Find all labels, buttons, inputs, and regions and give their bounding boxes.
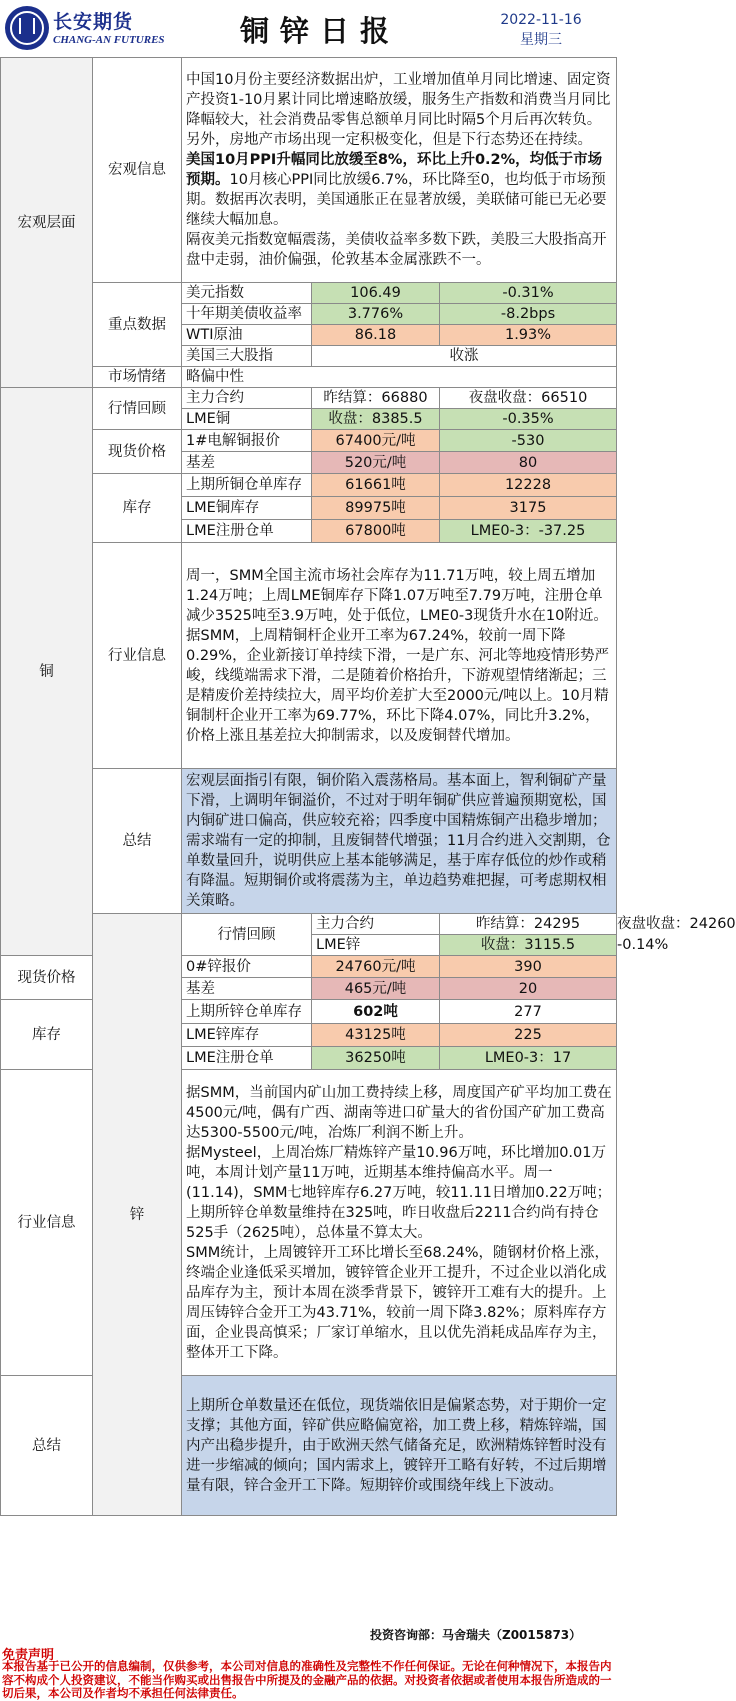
zinc-lme-spread: LME0-3：17	[440, 1047, 617, 1070]
copper-settle: 昨结算：66880	[312, 388, 440, 409]
copper-summary-row	[1, 769, 617, 914]
copper-shfe-stock-change: 12228	[440, 474, 617, 497]
copper-shfe-stock-row	[1, 474, 617, 497]
copper-industry-paragraph-2: 据SMM，上周精铜杆企业开工率为67.24%，较前一周下降0.29%，企业新接订单持续下滑，一是广东、河北等地疫情形势严峻，线缆端需求下滑，二是随着价格抬升，下游观望情绪渐起；三是精废价差持续拉大，周平均价差扩大至2000元/吨以上。10月精铜制杆企业开工率为69.77%，环比下降4.07%，同比升3.2%，价格上涨且基差拉大抑制需求，以及废铜替代增加。	[186, 627, 610, 744]
copper-spot-name: 1#电解铜报价	[182, 430, 312, 452]
key-data-row	[1, 283, 617, 304]
copper-market-row	[1, 388, 617, 409]
key-data-change: -8.2bps	[440, 304, 617, 325]
zinc-shfe-stock: 602吨	[312, 1000, 440, 1024]
copper-industry-paragraph-1: 周一，SMM全国主流市场社会库存为11.71万吨，较上周五增加1.24万吨；上周LME铜库存下降1.07万吨至7.79万吨，注册仓单减少3525吨至3.9万吨，处于低位，LME0-3现货升水在10附近。	[186, 567, 608, 624]
report-table	[0, 57, 736, 1516]
zinc-settle: 昨结算：24295	[440, 914, 617, 935]
contact-line: 投资咨询部：马舍瑞夫（Z0015873）	[370, 1628, 582, 1642]
zinc-basis-value: 465元/吨	[312, 978, 440, 1000]
report-date-block	[466, 10, 616, 50]
key-data-label: 重点数据	[93, 283, 182, 367]
section-zinc: 锌	[93, 914, 182, 1516]
report-header	[0, 0, 616, 57]
key-data-name: 十年期美债收益率	[182, 304, 312, 325]
copper-lme-stock-change: 3175	[440, 497, 617, 520]
zinc-industry-label: 行业信息	[1, 1070, 93, 1376]
macro-ppi-detail: 10月核心PPI同比放缓6.7%，环比降至0，也均低于市场预期。数据再次表明，美国通胀正在显著放缓，美联储可能已无必要继续大幅加息。	[186, 172, 607, 228]
report-weekday: 星期三	[520, 32, 562, 48]
copper-spot-row	[1, 430, 617, 452]
zinc-lme-stock-change: 225	[440, 1024, 617, 1047]
key-data-name: 美元指数	[182, 283, 312, 304]
key-data-value: 收涨	[312, 346, 617, 367]
key-data-value: 3.776%	[312, 304, 440, 325]
macro-ppi-highlight: 美国10月PPI升幅同比放缓至8%，环比上升0.2%，均低于市场预期。	[186, 152, 603, 188]
copper-basis-name: 基差	[182, 452, 312, 474]
zinc-summary-text: 上期所仓单数量还在低位，现货端依旧是偏紧态势，对于期价一定支撑；其他方面，锌矿供应略偏宽裕，加工费上移，精炼锌端，国内产出稳步提升，由于欧洲天然气储备充足，欧洲精炼锌暂时没有进一步缩减的倾向；国内需求上，镀锌开工略有好转，不过后期增量有限，锌合金开工下降。短期锌价或围绕年线上下波动。	[182, 1376, 617, 1516]
macro-paragraph-1: 中国10月份主要经济数据出炉，工业增加值单月同比增速、固定资产投资1-10月累计同比增速略放缓，服务生产指数和消费当月同比降幅较大，社会消费品零售总额单月同比时隔5个月后再次转负。另外，房地产市场出现一定积极变化，但是下行态势还在持续。	[186, 72, 611, 148]
zinc-lme-stock: 43125吨	[312, 1024, 440, 1047]
macro-info-text	[182, 58, 617, 283]
macro-info-label: 宏观信息	[93, 58, 182, 283]
copper-lme-spread: LME0-3：-37.25	[440, 520, 617, 543]
key-data-value: 86.18	[312, 325, 440, 346]
zinc-spot-change: 390	[440, 956, 617, 978]
zinc-industry-paragraph-1: 据SMM，当前国内矿山加工费持续上移，周度国产矿平均加工费在4500元/吨，偶有广西、湖南等进口矿量大的省份国产矿加工费高达5300-5500元/吨，冶炼厂利润不断上升。	[186, 1084, 612, 1141]
zinc-stock-label: 库存	[1, 1000, 93, 1070]
copper-industry-row	[1, 543, 617, 769]
sentiment-label: 市场情绪	[93, 367, 182, 388]
copper-summary-text: 宏观层面指引有限，铜价陷入震荡格局。基本面上，智利铜矿产量下滑，上调明年铜溢价，不过对于明年铜矿供应普遍预期宽松，国内铜矿进口偏高，供应较充裕；四季度中国精炼铜产出稳步增加；需求端有一定的抑制，且废铜替代增强；11月合约进入交割期，仓单数量回升，说明供应上基本能够满足，基于库存低位的炒作或稍有降温。短期铜价或将震荡为主，单边趋势难把握，可考虑期权相关策略。	[182, 769, 617, 914]
zinc-summary-label: 总结	[1, 1376, 93, 1516]
copper-lme-change: -0.35%	[440, 409, 617, 430]
disclaimer-title: 免责声明	[2, 1648, 55, 1663]
zinc-industry-text	[182, 1070, 617, 1376]
zinc-industry-paragraph-3: SMM统计，上周镀锌开工环比增长至68.24%，随钢材价格上涨，终端企业逢低采买增加，镀锌管企业开工提升，不过企业以消化成品库存为主，预计本周在淡季背景下，镀锌开工难有大的提升。上周压铸锌合金开工为43.71%，较前一周下降3.82%；原料库存方面，企业畏高慎采；厂家订单缩水，且以优先消耗成品库存为主，整体开工下降。	[186, 1244, 610, 1361]
copper-shfe-stock-name: 上期所铜仓单库存	[182, 474, 312, 497]
key-data-change: -0.31%	[440, 283, 617, 304]
zinc-market-row: 锌 行情回顾 主力合约 昨结算：24295 夜盘收盘：24260	[1, 914, 617, 935]
company-logo	[5, 5, 165, 52]
zinc-main-contract: 主力合约	[312, 914, 440, 935]
zinc-industry-paragraph-2: 据Mysteel，上周冶炼厂精炼锌产量10.96万吨，环比增加0.01万吨，本周计划产量11万吨，近期基本维持偏高水平。周一(11.14)，SMM七地锌库存6.27万吨，较11.11日增加0.22万吨；上期所锌仓单数量维持在325吨，昨日收盘后2211合约尚有持仓525手（2625吨），总体量不算太大。	[186, 1144, 612, 1241]
copper-lme-reg: 67800吨	[312, 520, 440, 543]
copper-industry-text	[182, 543, 617, 769]
key-data-name: WTI原油	[182, 325, 312, 346]
copper-lme-name: LME铜	[182, 409, 312, 430]
zinc-lme-row: LME锌 收盘：3115.5 -0.14%	[1, 935, 617, 956]
copper-stock-label: 库存	[93, 474, 182, 543]
company-seal-icon	[5, 6, 49, 50]
zinc-shfe-stock-name: 上期所锌仓单库存	[182, 1000, 312, 1024]
copper-lme-close: 收盘：8385.5	[312, 409, 440, 430]
copper-industry-label: 行业信息	[93, 543, 182, 769]
macro-paragraph-2	[186, 150, 612, 230]
section-copper: 铜	[1, 388, 93, 956]
zinc-lme-name: LME锌	[312, 935, 440, 956]
copper-market-label: 行情回顾	[93, 388, 182, 430]
zinc-basis-name: 基差	[182, 978, 312, 1000]
copper-night-close: 夜盘收盘：66510	[440, 388, 617, 409]
copper-spot-change: -530	[440, 430, 617, 452]
copper-summary-label: 总结	[93, 769, 182, 914]
sentiment-row	[1, 367, 617, 388]
zinc-spot-price: 24760元/吨	[312, 956, 440, 978]
copper-lme-stock: 89975吨	[312, 497, 440, 520]
copper-spot-label: 现货价格	[93, 430, 182, 474]
copper-shfe-stock: 61661吨	[312, 474, 440, 497]
copper-main-contract: 主力合约	[182, 388, 312, 409]
key-data-value: 106.49	[312, 283, 440, 304]
zinc-basis-change: 20	[440, 978, 617, 1000]
logo-english-name: CHANG-AN FUTURES	[53, 34, 165, 46]
copper-basis-value: 520元/吨	[312, 452, 440, 474]
report-date: 2022-11-16	[500, 12, 582, 28]
zinc-lme-stock-name: LME锌库存	[182, 1024, 312, 1047]
key-data-change: 1.93%	[440, 325, 617, 346]
zinc-lme-reg: 36250吨	[312, 1047, 440, 1070]
copper-basis-change: 80	[440, 452, 617, 474]
zinc-spot-label: 现货价格	[1, 956, 93, 1000]
section-macro: 宏观层面	[1, 58, 93, 388]
copper-lme-stock-name: LME铜库存	[182, 497, 312, 520]
zinc-lme-close: 收盘：3115.5	[440, 935, 617, 956]
zinc-market-label: 行情回顾	[182, 914, 312, 956]
report-title: 铜锌日报	[239, 14, 400, 48]
zinc-lme-reg-name: LME注册仓单	[182, 1047, 312, 1070]
copper-spot-price: 67400元/吨	[312, 430, 440, 452]
copper-lme-reg-name: LME注册仓单	[182, 520, 312, 543]
macro-info-row	[1, 58, 617, 283]
disclaimer-text: 本报告基于已公开的信息编制，仅供参考，本公司对信息的准确性及完整性不作任何保证。无论在何种情况下，本报告内容不构成个人投资建议，不能当作购买或出售报告中所提及的金融产品的依据。对投资者依据或者使用本报告所造成的一切后果，本公司及作者均不承担任何法律责任。	[2, 1659, 612, 1700]
key-data-name: 美国三大股指	[182, 346, 312, 367]
macro-paragraph-3: 隔夜美元指数宽幅震荡，美债收益率多数下跌，美股三大股指高开盘中走弱，油价偏强，伦敦基本金属涨跌不一。	[186, 232, 607, 268]
sentiment-value: 略偏中性	[182, 367, 617, 388]
logo-chinese-name: 长安期货	[53, 11, 134, 33]
zinc-shfe-stock-change: 277	[440, 1000, 617, 1024]
zinc-spot-name: 0#锌报价	[182, 956, 312, 978]
